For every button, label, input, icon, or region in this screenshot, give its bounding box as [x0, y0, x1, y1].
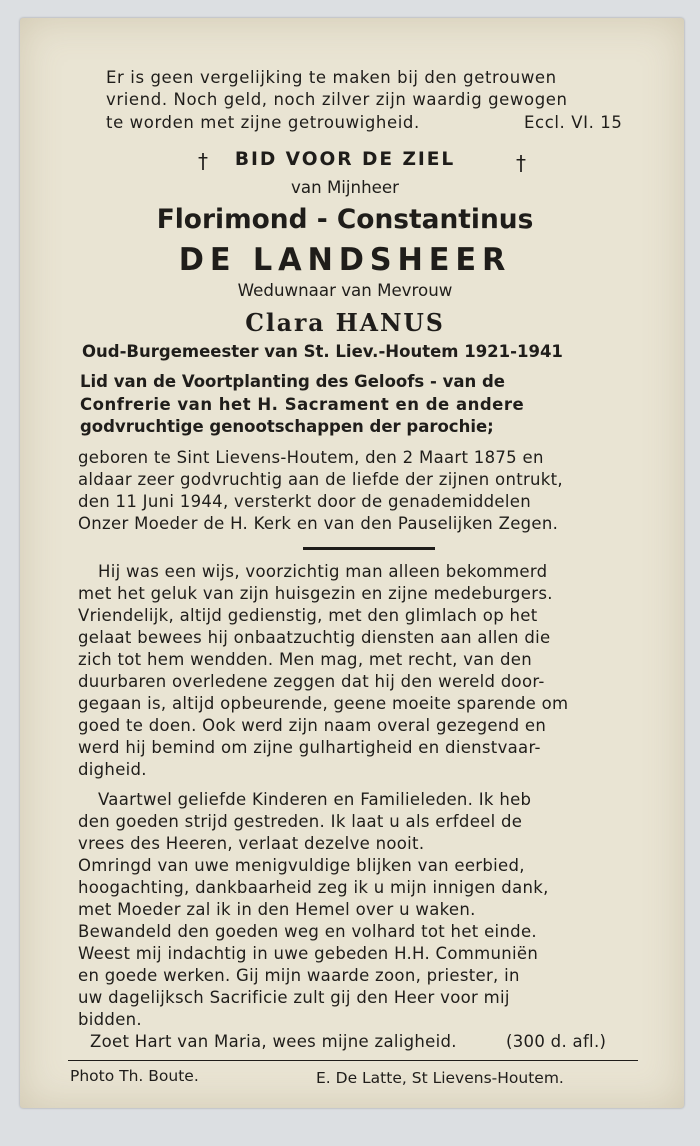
tribute-line-3: Vriendelijk, altijd gedienstig, met den glimlach op het — [78, 606, 538, 625]
cross-left-icon: † — [198, 149, 208, 173]
farewell-line-8: Weest mij indachtig in uwe gebeden H.H. Communiën — [78, 944, 539, 963]
farewell-line-6: met Moeder zal ik in den Hemel over u waken. — [78, 900, 476, 919]
membership-line-2: Confrerie van het H. Sacrament en de andere — [80, 395, 525, 414]
epigraph-line-2: vriend. Noch geld, noch zilver zijn waardig gewogen — [106, 90, 568, 109]
life-line-3: den 11 Juni 1944, versterkt door de genademiddelen — [78, 492, 531, 511]
epigraph-citation: Eccl. VI. 15 — [524, 113, 623, 132]
printer-credit: E. De Latte, St Lievens-Houtem. — [316, 1069, 564, 1087]
prayer-van: van Mijnheer — [291, 178, 399, 198]
tribute-line-10: digheid. — [78, 760, 147, 779]
farewell-line-5: hoogachting, dankbaarheid zeg ik u mijn innigen dank, — [78, 878, 549, 897]
footer-divider — [68, 1060, 638, 1061]
tribute-line-5: zich tot hem wendden. Men mag, met recht, van den — [78, 650, 532, 669]
tribute-line-2: met het geluk van zijn huisgezin en zijne medeburgers. — [78, 584, 553, 603]
section-divider — [303, 547, 435, 550]
membership-line-1: Lid van de Voortplanting des Geloofs - van de — [80, 372, 505, 391]
life-line-1: geboren te Sint Lievens-Houtem, den 2 Maart 1875 en — [78, 448, 544, 467]
membership-line-3: godvruchtige genootschappen der parochie; — [80, 417, 494, 436]
tribute-line-6: duurbaren overledene zeggen dat hij den wereld door- — [78, 672, 545, 691]
tribute-line-7: gegaan is, altijd opbeurende, geene moeite sparende om — [78, 694, 569, 713]
epigraph-line-3: te worden met zijne getrouwigheid. — [106, 113, 420, 132]
farewell-line-11: bidden. — [78, 1010, 142, 1029]
tribute-line-4: gelaat bewees hij onbaatzuchtig diensten aan allen die — [78, 628, 551, 647]
office-title: Oud-Burgemeester van St. Liev.-Houtem 1921-1941 — [82, 342, 563, 361]
farewell-line-3: vrees des Heeren, verlaat dezelve nooit. — [78, 834, 425, 853]
photographer-credit: Photo Th. Boute. — [70, 1067, 199, 1085]
invocation-text: Zoet Hart van Maria, wees mijne zaligheid. — [90, 1032, 457, 1051]
tribute-line-1: Hij was een wijs, voorzichtig man alleen bekommerd — [98, 562, 548, 581]
farewell-line-1: Vaartwel geliefde Kinderen en Familieleden. Ik heb — [98, 790, 532, 809]
indulgence-note: (300 d. afl.) — [506, 1032, 607, 1051]
life-line-2: aldaar zeer godvruchtig aan de liefde der zijnen ontrukt, — [78, 470, 563, 489]
tribute-line-9: werd hij bemind om zijne gulhartigheid en dienstvaar- — [78, 738, 541, 757]
spouse-name: Clara HANUS — [245, 308, 445, 337]
cross-right-icon: † — [516, 151, 526, 175]
farewell-line-10: uw dagelijksch Sacrificie zult gij den Heer voor mij — [78, 988, 510, 1007]
deceased-surname: DE LANDSHEER — [178, 242, 512, 278]
farewell-line-9: en goede werken. Gij mijn waarde zoon, priester, in — [78, 966, 520, 985]
life-line-4: Onzer Moeder de H. Kerk en van den Pauselijken Zegen. — [78, 514, 559, 533]
deceased-given-names: Florimond - Constantinus — [156, 204, 534, 235]
epigraph-line-1: Er is geen vergelijking te maken bij den getrouwen — [106, 68, 557, 87]
farewell-line-4: Omringd van uwe menigvuldige blijken van eerbied, — [78, 856, 525, 875]
tribute-line-8: goed te doen. Ook werd zijn naam overal gezegend en — [78, 716, 547, 735]
farewell-line-7: Bewandeld den goeden weg en volhard tot het einde. — [78, 922, 537, 941]
deceased-status: Weduwnaar van Mevrouw — [237, 281, 453, 301]
prayer-heading: BID VOOR DE ZIEL — [234, 148, 456, 170]
farewell-line-2: den goeden strijd gestreden. Ik laat u als erfdeel de — [78, 812, 523, 831]
memorial-card — [20, 18, 684, 1108]
